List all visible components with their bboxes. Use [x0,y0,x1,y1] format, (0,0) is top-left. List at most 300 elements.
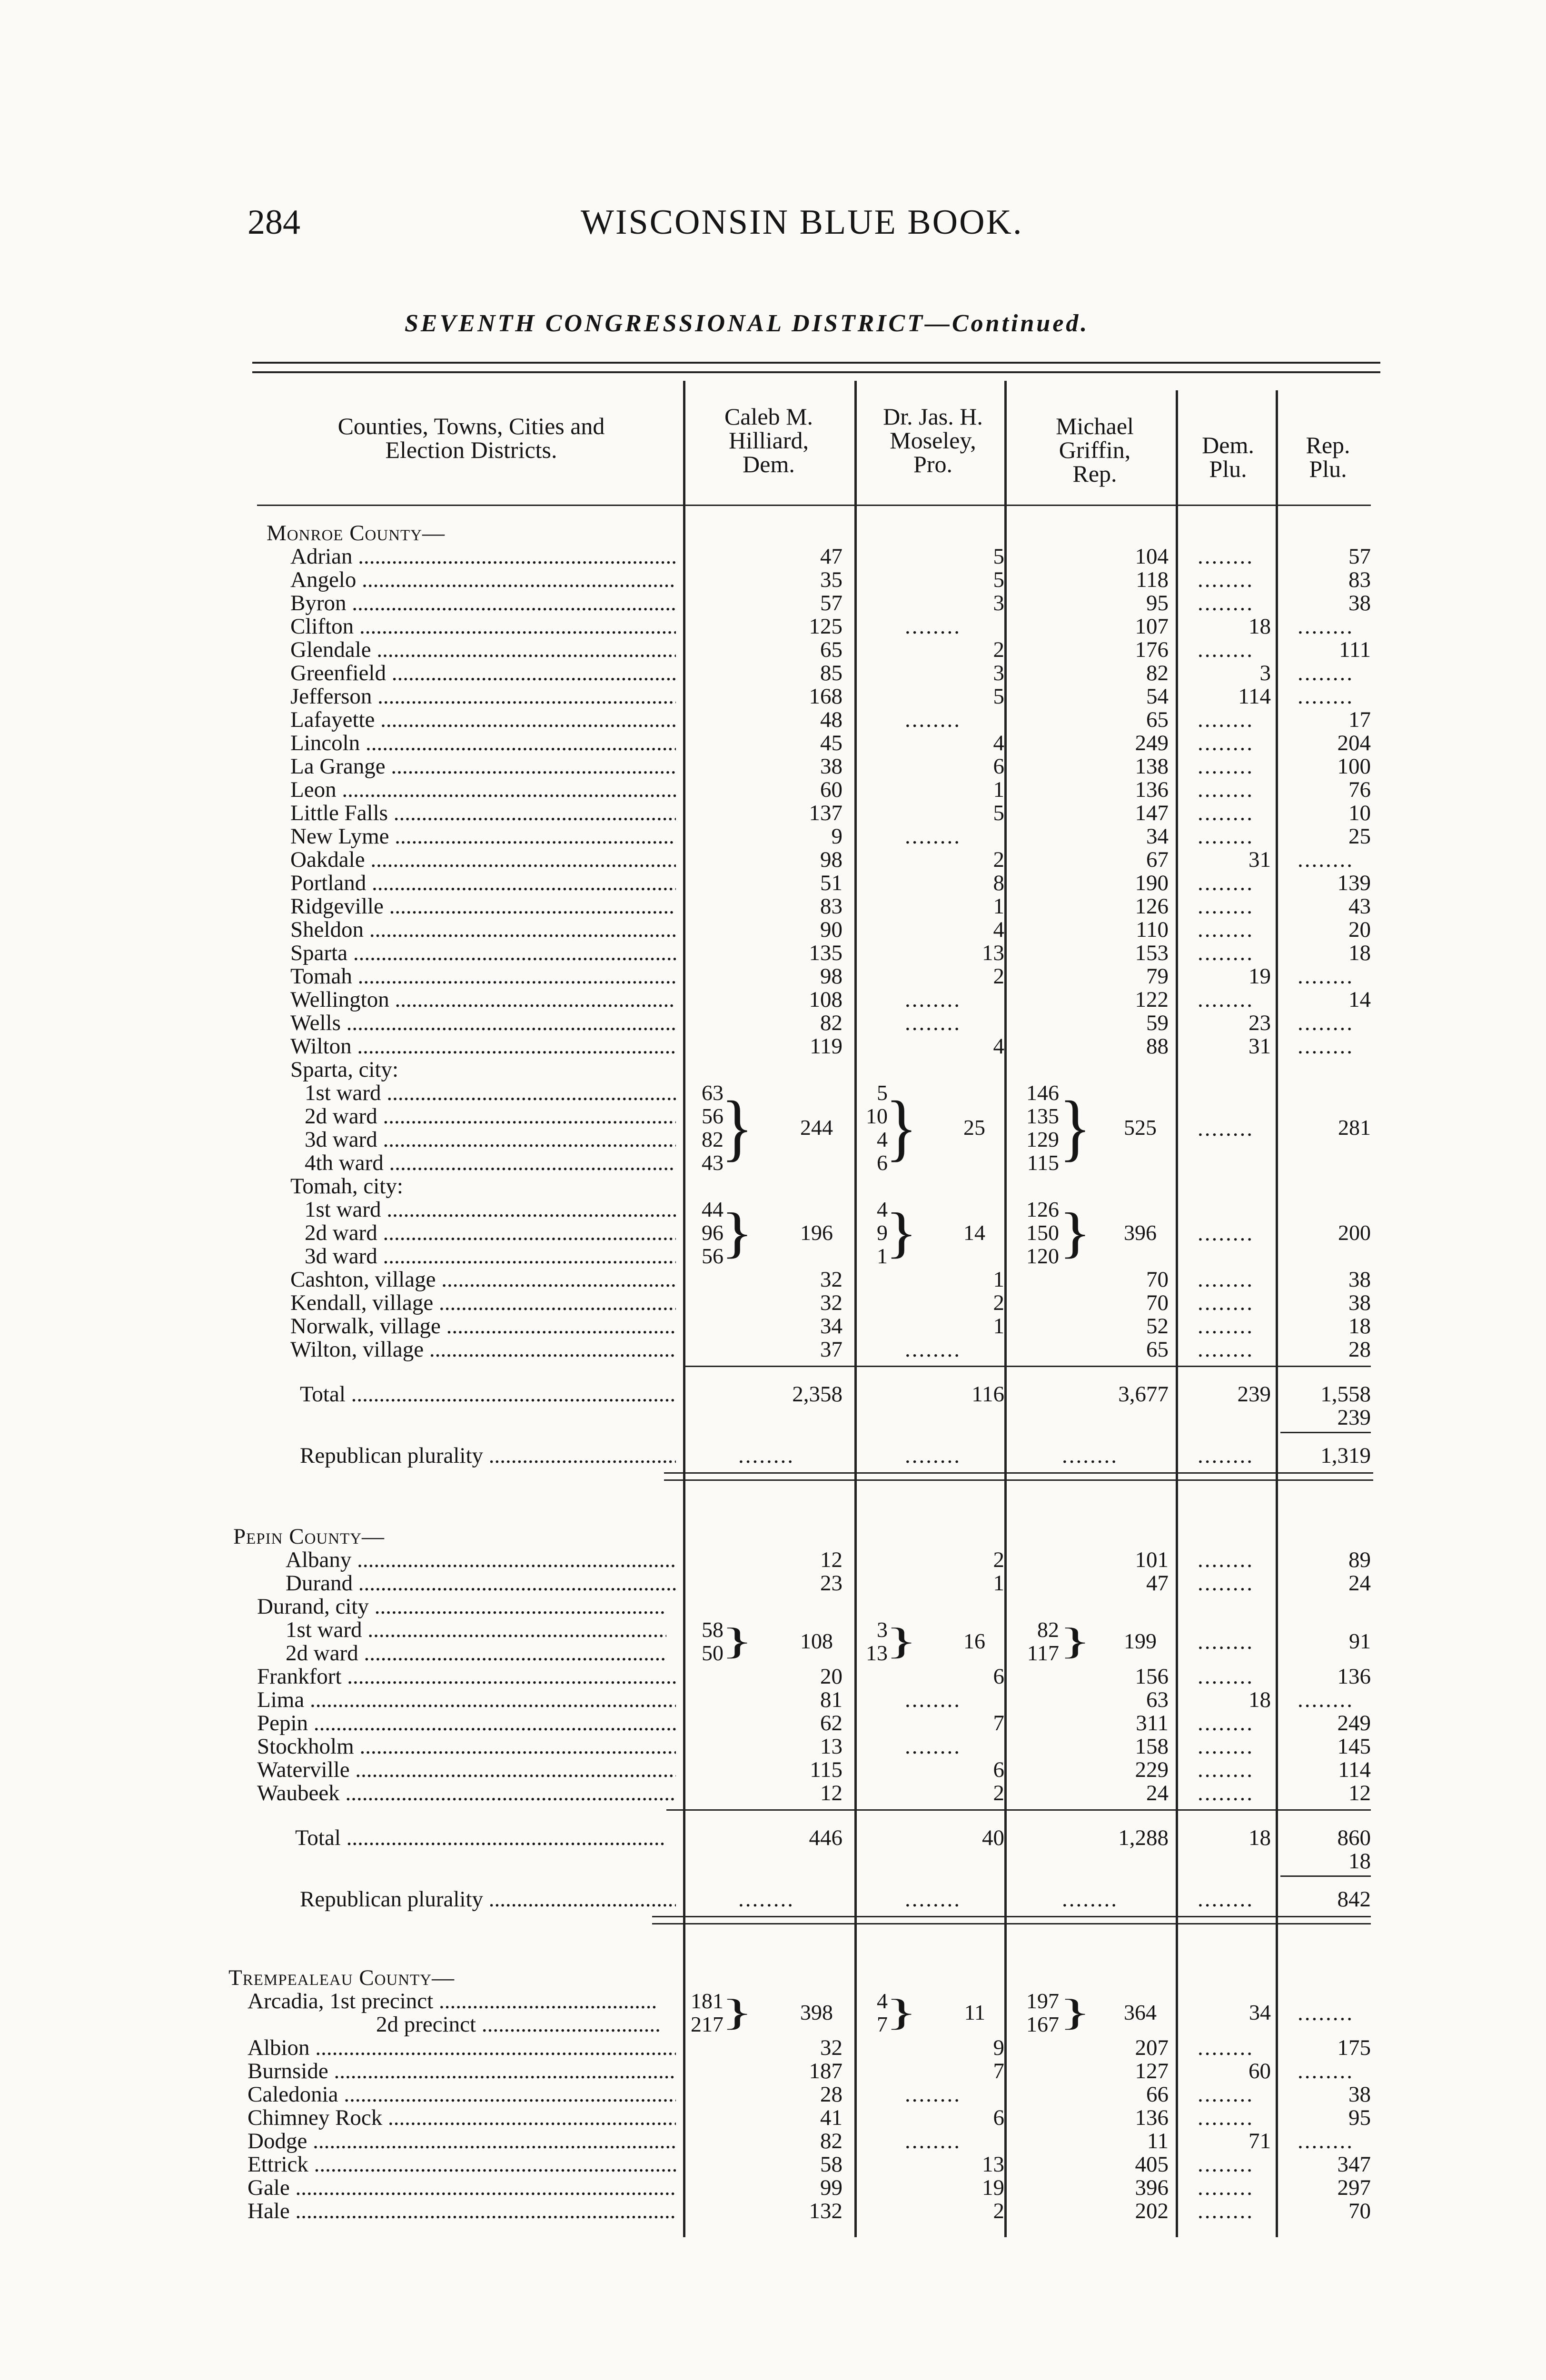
cell-m: 2 [993,1290,1004,1315]
empty-cell: ........ [905,2082,961,2107]
district-name: Arcadia, 1st precinct ..... [248,1989,657,2013]
ward-name: 1st ward ..... [286,1618,666,1642]
ward-votes-hilliard: 58 50 [702,1617,723,1665]
cell-h: 9 [831,824,842,849]
cell-d: 19 [1249,964,1271,989]
cell-m: 4 [993,1034,1004,1059]
empty-cell: ........ [1198,801,1254,825]
table-row [0,2106,1546,2130]
cell-h: 58 [820,2152,842,2177]
district-name: Wilton ..... [290,1034,676,1058]
district-name: Sparta ..... [290,941,676,965]
ward-votes-hilliard: 181 217 [691,1989,723,2036]
cell-m: 4 [993,731,1004,755]
empty-cell: ........ [1198,1629,1254,1654]
empty-cell: ........ [1198,1290,1254,1315]
empty-cell: ........ [1198,2082,1254,2107]
cell-h: 98 [820,847,842,872]
cell-d: 114 [1238,684,1271,709]
district-name: Wellington ..... [290,988,676,1012]
header-rule [257,505,1371,506]
plurality-value: 1,319 [1320,1443,1371,1468]
cell-r: 76 [1348,777,1371,802]
cell-h: 12 [820,1781,842,1805]
table-row [0,871,1546,895]
table-row [0,1011,1546,1035]
district-name: Portland ..... [290,871,676,895]
cell-r: 38 [1348,591,1371,615]
cell-g: 24 [1146,1781,1169,1805]
brace-hilliard: } [721,1201,753,1264]
cell-g: 107 [1135,614,1169,639]
cell-r: 18 [1348,941,1371,965]
district-name: Albany ..... [286,1548,676,1572]
cell-g: 47 [1146,1571,1169,1596]
header-district: Counties, Towns, Cities and Election Districts. [337,413,605,463]
empty-cell: ........ [1198,591,1254,615]
cell-g: 59 [1146,1011,1169,1035]
cell-g: 66 [1146,2082,1169,2107]
header-hilliard: Caleb M. Hilliard, Dem. [724,403,813,477]
cell-r: 28 [1348,1337,1371,1362]
cell-m: 4 [993,917,1004,942]
header-dem-plu: Dem. Plu. [1202,432,1254,482]
table-row [0,1151,1546,1175]
empty-cell: ........ [1198,777,1254,802]
empty-cell: ........ [1198,1267,1254,1292]
empty-cell: ........ [1198,1664,1254,1689]
empty-cell: ........ [1198,1781,1254,1805]
table-row [0,638,1546,662]
empty-cell: ........ [1198,1734,1254,1759]
ward-votes-griffin: 82 117 [1027,1617,1059,1665]
brace-griffin: } [1059,1620,1091,1662]
empty-cell: ........ [1198,941,1254,965]
cell-r: 204 [1337,731,1371,755]
table-row [0,545,1546,568]
cell-h: 108 [809,987,842,1012]
cell-h: 60 [820,777,842,802]
table-row [0,1034,1546,1058]
district-name: 2d precinct ..... [376,2013,662,2036]
district-name: Little Falls ..... [290,801,676,825]
cell-g: 63 [1146,1687,1169,1712]
cell-g: 101 [1135,1547,1169,1572]
cell-r: 95 [1348,2105,1371,2130]
cell-h: 125 [809,614,842,639]
empty-cell: ........ [1198,2035,1254,2060]
empty-cell: ........ [1198,1443,1254,1468]
table-row [0,2036,1546,2060]
village-name: Wilton, village ..... [290,1338,676,1361]
cell-r: 14 [1348,987,1371,1012]
cell-r: 249 [1337,1711,1371,1735]
district-name: Jefferson ..... [290,684,676,708]
cell-h: 446 [809,1825,842,1850]
brace-hilliard: } [721,1620,753,1662]
cell-m: 116 [971,1382,1004,1407]
empty-cell: ........ [1198,567,1254,592]
cell-h: 82 [820,1011,842,1035]
plurality-value: 842 [1337,1887,1371,1912]
combined-hilliard: 196 [800,1220,833,1245]
district-name: Sheldon ..... [290,918,676,942]
plurality-label: Republican plurality ..... [300,1444,676,1468]
district-name: Ettrick ..... [248,2152,676,2176]
cell-m: 7 [993,1711,1004,1735]
cell-h: 168 [809,684,842,709]
empty-cell: ........ [1198,754,1254,779]
cell-m: 19 [982,2175,1004,2200]
cell-m: 2 [993,2199,1004,2223]
cell-h: 51 [820,871,842,895]
cell-h: 2,358 [792,1382,842,1407]
cell-h: 13 [820,1734,842,1759]
cell-h: 135 [809,941,842,965]
cell-g: 229 [1135,1757,1169,1782]
empty-cell: ........ [1298,1034,1354,1059]
cell-h: 20 [820,1664,842,1689]
empty-cell: ........ [1198,731,1254,755]
cell-m: 40 [982,1825,1004,1850]
table-row [0,1081,1546,1105]
header-griffin: Michael Griffin, Rep. [1056,413,1134,487]
empty-cell: ........ [1298,2129,1354,2153]
cell-r: 24 [1348,1571,1371,1596]
cell-m: 5 [993,801,1004,825]
district-name: La Grange ..... [290,754,676,778]
cell-h: 119 [810,1034,842,1059]
empty-cell: ........ [905,1887,961,1912]
table-row [0,1595,1546,1618]
combined-hilliard: 108 [800,1629,833,1653]
cell-d: 31 [1249,847,1271,872]
top-rule-2 [252,371,1380,373]
cell-m: 5 [993,684,1004,709]
cell-g: 1,288 [1118,1825,1169,1850]
cell-d: 23 [1249,1011,1271,1035]
cell-m: 1 [993,1571,1004,1596]
empty-cell: ........ [1198,637,1254,662]
total-rule [666,1809,1371,1811]
cell-m: 3 [993,591,1004,615]
cell-g: 153 [1135,941,1169,965]
cell-r: 139 [1337,871,1371,895]
empty-cell: ........ [1198,1711,1254,1735]
table-row [0,684,1546,708]
cell-g: 311 [1136,1711,1169,1735]
table-row [0,778,1546,802]
cell-h: 57 [820,591,842,615]
section-rule [652,1916,1371,1917]
header-rep-plu: Rep. Plu. [1306,432,1350,482]
county-title: Trempealeau County— [228,1965,455,1990]
table-row [0,1849,1546,1873]
cell-h: 62 [820,1711,842,1735]
cell-h: 32 [820,2035,842,2060]
table-row [0,1781,1546,1805]
table-row [0,1117,1546,1140]
table-row [0,1338,1546,1361]
cell-g: 127 [1135,2059,1169,2083]
cell-h: 12 [820,1547,842,1572]
cell-r: 114 [1338,1757,1371,1782]
table-row [0,661,1546,685]
table-row [0,2199,1546,2223]
brace-hilliard: } [721,1086,753,1169]
ward-votes-moseley: 4 9 1 [877,1197,888,1268]
cell-h: 32 [820,1290,842,1315]
book-title: WISCONSIN BLUE BOOK. [581,203,1023,242]
table-row [0,824,1546,848]
cell-r: 100 [1337,754,1371,779]
table-row [0,1244,1546,1268]
cell-g: 34 [1146,824,1169,849]
cell-g: 405 [1135,2152,1169,2177]
cell-m: 8 [993,871,1004,895]
ward-votes-moseley: 4 7 [877,1989,888,2036]
brace-moseley: } [885,1620,918,1662]
table-row [0,1826,1546,1850]
empty-cell: ........ [1298,847,1354,872]
cell-r: 136 [1337,1664,1371,1689]
cell-h: 34 [820,1314,842,1339]
table-row [0,1058,1546,1081]
brace-griffin: } [1059,1201,1091,1264]
district-name: Waubeek ..... [257,1781,676,1805]
cell-h: 85 [820,661,842,685]
cell-m: 2 [993,637,1004,662]
empty-cell: ........ [1198,1547,1254,1572]
empty-cell: ........ [1198,824,1254,849]
cell-g: 396 [1135,2175,1169,2200]
empty-cell: ........ [1198,1314,1254,1339]
district-name: Angelo ..... [290,568,676,592]
table-row [0,2152,1546,2176]
cell-d: 3 [1259,661,1271,685]
cell-r: 38 [1348,2082,1371,2107]
total-label: Total ..... [300,1382,676,1406]
district-name: Hale ..... [248,2199,676,2223]
cell-m: 6 [993,1664,1004,1689]
district-name: Clifton ..... [290,615,676,638]
cell-r2: 18 [1348,1849,1371,1874]
empty-cell: ........ [905,1337,961,1362]
district-name: Caledonia ..... [248,2082,676,2106]
ward-votes-hilliard: 44 96 56 [702,1197,723,1268]
ward-votes-moseley: 3 13 [866,1617,888,1665]
cell-m: 6 [993,1757,1004,1782]
brace-griffin: } [1059,1086,1091,1169]
empty-cell: ........ [1198,1116,1254,1141]
table-row [0,1268,1546,1291]
cell-g: 156 [1135,1664,1169,1689]
cell-r: 43 [1348,894,1371,919]
section-rule-2 [652,1923,1371,1924]
ward-name: 1st ward ..... [305,1081,676,1105]
cell-h: 45 [820,731,842,755]
table-row [0,2176,1546,2200]
ward-name: 4th ward ..... [305,1151,676,1175]
village-name: Kendall, village ..... [290,1291,676,1315]
table-row [0,941,1546,965]
cell-g: 126 [1135,894,1169,919]
empty-cell: ........ [905,707,961,732]
cell-h: 132 [809,2199,842,2223]
table-row [0,894,1546,918]
brace-griffin: } [1059,1992,1091,2033]
table-row [0,1887,1546,1911]
cell-h: 41 [820,2105,842,2130]
table-row [0,1620,1546,1662]
combined-moseley: 14 [963,1220,985,1245]
empty-cell: ........ [1198,544,1254,569]
empty-cell: ........ [1198,1337,1254,1362]
cell-g: 249 [1135,731,1169,755]
table-row [0,1966,1546,1990]
cell-r: 83 [1348,567,1371,592]
cell-r: 17 [1348,707,1371,732]
empty-cell: ........ [1198,1221,1254,1246]
cell-m: 7 [993,2059,1004,2083]
village-name: Cashton, village ..... [290,1268,676,1291]
cell-g: 207 [1135,2035,1169,2060]
empty-cell: ........ [905,1687,961,1712]
village-name: Norwalk, village ..... [290,1314,676,1338]
cell-r: 1,558 [1320,1382,1371,1407]
cell-g: 11 [1147,2129,1169,2153]
district-name: Albion ..... [248,2036,676,2060]
cell-r: 70 [1348,2199,1371,2223]
combined-dem-plu: 34 [1249,2000,1271,2024]
page-number: 284 [248,203,300,242]
cell-g: 136 [1135,777,1169,802]
empty-cell: ........ [905,1443,961,1468]
table-row [0,1314,1546,1338]
table-row [0,1711,1546,1735]
cell-h: 137 [809,801,842,825]
cell-r: 111 [1338,637,1371,662]
cell-r: 297 [1337,2175,1371,2200]
ward-votes-griffin: 197 167 [1026,1989,1059,2036]
county-title: Pepin County— [233,1524,385,1549]
cell-g: 88 [1146,1034,1169,1059]
cell-h: 38 [820,754,842,779]
cell-r: 20 [1348,917,1371,942]
cell-m: 1 [993,1314,1004,1339]
table-row [0,591,1546,615]
ward-votes-moseley: 5 10 4 6 [866,1081,888,1175]
cell-h: 28 [820,2082,842,2107]
district-name: Wells ..... [290,1011,676,1035]
table-row [0,1758,1546,1782]
sum-rule [1280,1875,1371,1877]
cell-g: 70 [1146,1290,1169,1315]
brace-moseley: } [885,1992,918,2033]
table-row [0,964,1546,988]
empty-cell: ........ [905,1734,961,1759]
cell-r: 347 [1337,2152,1371,2177]
empty-cell: ........ [1198,1571,1254,1596]
empty-cell: ........ [1198,1757,1254,1782]
combined-rep-plu: 91 [1349,1629,1371,1653]
empty-cell: ........ [905,824,961,849]
empty-cell: ........ [1298,1687,1354,1712]
table-row [0,1198,1546,1221]
county-title: Monroe County— [267,521,446,545]
table-row [0,1548,1546,1572]
cell-h: 23 [820,1571,842,1596]
cell-m: 1 [993,777,1004,802]
cell-m: 1 [993,1267,1004,1292]
table-row [0,731,1546,755]
cell-m: 2 [993,964,1004,989]
cell-r: 38 [1348,1267,1371,1292]
cell-r: 10 [1348,801,1371,825]
cell-m: 13 [982,2152,1004,2177]
empty-cell: ........ [1198,917,1254,942]
district-name: Dodge ..... [248,2129,676,2153]
table-row [0,918,1546,942]
district-name: Lafayette ..... [290,708,676,732]
cell-m: 6 [993,754,1004,779]
cell-m: 2 [993,1781,1004,1805]
cell-d: 18 [1249,614,1271,639]
empty-cell: ........ [1298,614,1354,639]
cell-h: 115 [810,1757,842,1782]
ward-name: 2d ward ..... [286,1641,666,1665]
city-title: Durand, city ..... [257,1595,666,1618]
cell-g: 70 [1146,1267,1169,1292]
cell-m: 2 [993,847,1004,872]
district-name: Burnside ..... [248,2059,676,2083]
sum-rule [1280,1432,1371,1433]
cell-r: 12 [1348,1781,1371,1805]
city-title: Tomah, city: [290,1174,403,1198]
combined-moseley: 11 [964,2000,985,2024]
district-name: Durand ..... [286,1571,676,1595]
cell-d: 18 [1249,1687,1271,1712]
empty-cell: ........ [905,614,961,639]
district-name: Waterville ..... [257,1758,676,1782]
table-row [0,708,1546,732]
ward-votes-griffin: 126 150 120 [1026,1197,1059,1268]
empty-cell: ........ [1298,684,1354,709]
empty-cell: ........ [905,987,961,1012]
combined-hilliard: 244 [800,1115,833,1140]
table-row [0,801,1546,825]
empty-cell: ........ [1198,707,1254,732]
cell-g: 190 [1135,871,1169,895]
district-name: Pepin ..... [257,1711,676,1735]
cell-h: 32 [820,1267,842,1292]
cell-g: 52 [1146,1314,1169,1339]
table-row [0,1221,1546,1245]
empty-cell: ........ [1198,2199,1254,2223]
ward-name: 2d ward ..... [305,1104,676,1128]
cell-r: 38 [1348,1290,1371,1315]
empty-cell: ........ [1198,1887,1254,1912]
combined-moseley: 25 [963,1115,985,1140]
cell-g: 3,677 [1118,1382,1169,1407]
empty-cell: ........ [1198,2105,1254,2130]
table-row [0,988,1546,1012]
table-row [0,1992,1546,2033]
cell-m: 13 [982,941,1004,965]
cell-g: 176 [1135,637,1169,662]
table-row [0,1688,1546,1712]
district-name: Adrian ..... [290,545,676,568]
